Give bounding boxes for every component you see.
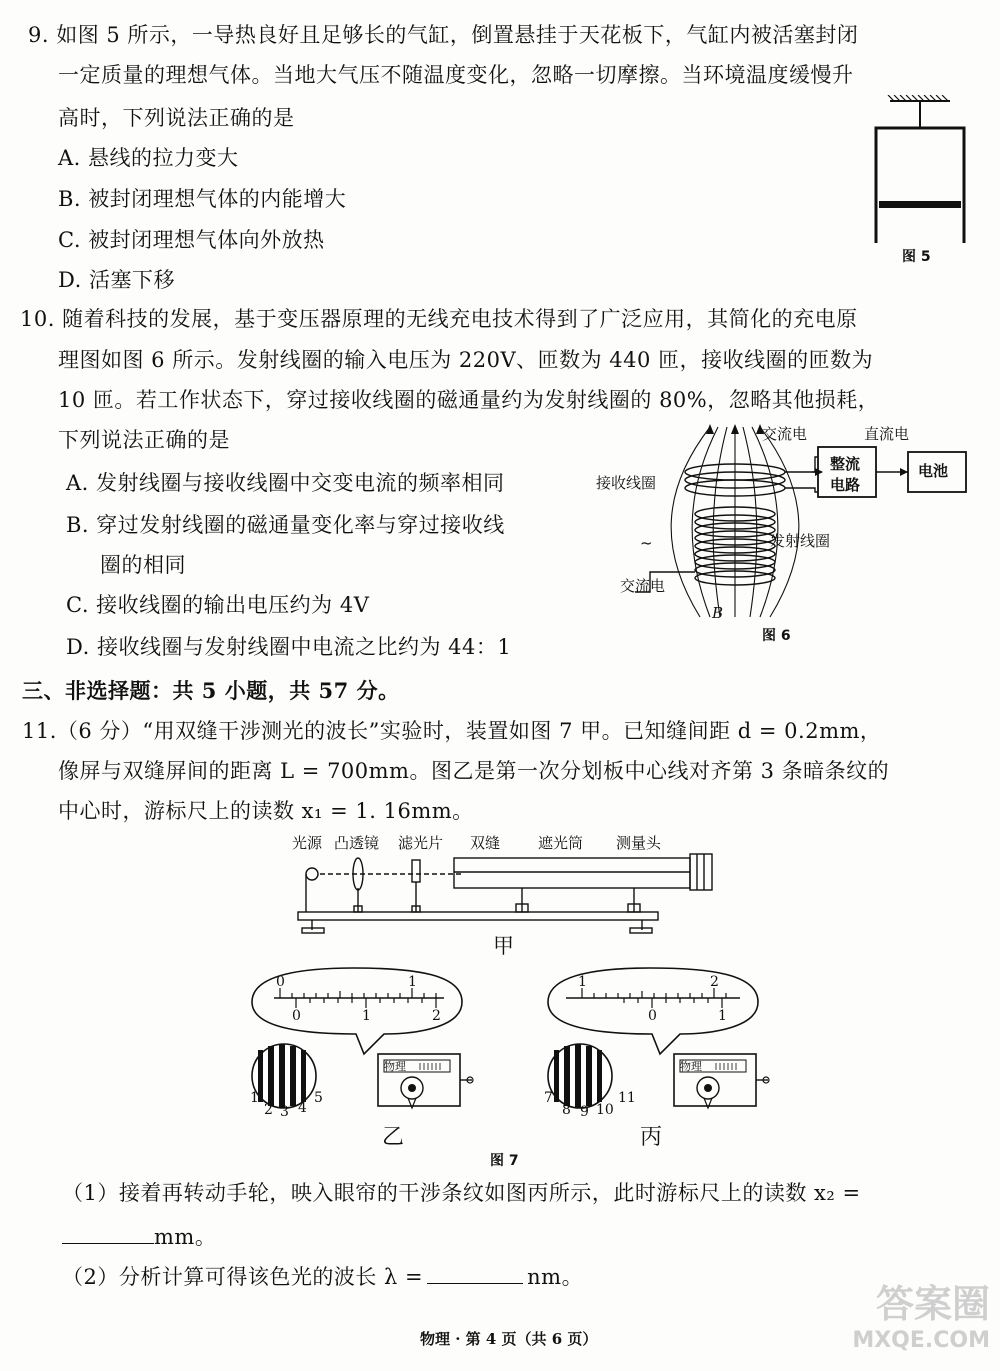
q10-option-b: B. 穿过发射线圈的磁通量变化率与穿过接收线 (66, 513, 505, 537)
q11-line1: 11.（6 分）“用双缝干涉测光的波长”实验时，装置如图 7 甲。已知缝间距 d = 0.2mm， (22, 719, 882, 743)
label-light-source: 光源 (292, 834, 323, 852)
answer-blank-lambda[interactable] (427, 1263, 523, 1284)
q11-sub2-text: （2）分析计算可得该色光的波长 λ = (62, 1265, 424, 1289)
q10-option-a: A. 发射线圈与接收线圈中交变电流的频率相同 (66, 471, 505, 495)
q11-sub1-text: （1）接着再转动手轮，映入眼帘的干涉条纹如图丙所示，此时游标尺上的读数 x₂ = (62, 1181, 861, 1205)
fig6-label-ac-top: 交流电 (762, 425, 808, 443)
yi-instrument-label: 物理 (384, 1060, 406, 1073)
yi-vernier-1: 1 (362, 1008, 371, 1024)
watermark-top: 答案圈 (875, 1282, 990, 1326)
bing-fringe-9: 9 (580, 1104, 589, 1120)
yi-vernier-2: 2 (432, 1008, 441, 1024)
yi-fringe-5: 5 (314, 1090, 323, 1106)
page-footer: 物理 · 第 4 页（共 6 页） (420, 1330, 598, 1348)
watermark (820, 1273, 990, 1363)
yi-fringe-1: 1 (250, 1090, 259, 1106)
bing-vernier-1: 1 (718, 1008, 727, 1024)
yi-vernier-0: 0 (292, 1008, 301, 1024)
bing-fringe-11: 11 (618, 1090, 636, 1106)
yi-fringe-2: 2 (264, 1102, 273, 1118)
q10-line4: 下列说法正确的是 (58, 428, 230, 452)
watermark-bottom: MXQE.COM (852, 1328, 990, 1353)
fig6-label-tilde: ~ (640, 534, 653, 552)
bing-fringe-numbers (544, 1090, 636, 1124)
figure-7-yi-label: 乙 (382, 1125, 405, 1150)
apparatus-labels (290, 832, 730, 852)
q10-option-d: D. 接收线圈与发射线圈中电流之比约为 44：1 (66, 635, 512, 659)
label-double-slit: 双缝 (470, 834, 501, 852)
yi-fringe-numbers (250, 1090, 330, 1124)
bing-main-scale-1: 1 (578, 974, 587, 990)
q11-line2: 像屏与双缝屏间的距离 L = 700mm。图乙是第一次分划板中心线对齐第 3 条暗条纹的 (58, 759, 890, 783)
figure-7-jia-label: 甲 (493, 934, 514, 958)
bing-fringe-7: 7 (544, 1090, 553, 1106)
label-light-tube: 遮光筒 (538, 834, 584, 852)
q11-sub2-row (62, 1262, 583, 1292)
bing-fringe-10: 10 (596, 1102, 614, 1118)
q10-line2: 理图如图 6 所示。发射线圈的输入电压为 220V、匝数为 440 匝，接收线圈的匝数为 (58, 348, 874, 372)
figure-7-apparatus (292, 852, 722, 937)
q10-line1: 10. 随着科技的发展，基于变压器原理的无线充电技术得到了广泛应用，其简化的充电原 (20, 307, 858, 331)
yi-fringe-4: 4 (298, 1100, 307, 1116)
bing-instrument-label: 物理 (680, 1060, 702, 1073)
answer-blank-x2[interactable] (62, 1223, 154, 1244)
q9-option-d: D. 活塞下移 (58, 268, 175, 292)
figure-5-caption: 图 5 (902, 249, 931, 265)
figure-7-bing-label: 丙 (640, 1125, 663, 1150)
bing-vernier-0: 0 (648, 1008, 657, 1024)
fig6-label-rectifier-1: 整流 (830, 455, 861, 473)
q10-option-c: C. 接收线圈的输出电压约为 4V (66, 593, 370, 617)
label-measuring-head: 测量头 (616, 834, 662, 852)
unit-mm-1: mm。 (154, 1225, 217, 1249)
q9-option-a: A. 悬线的拉力变大 (58, 146, 239, 170)
fig6-label-rectifier-2: 电路 (830, 476, 861, 494)
label-lens: 凸透镜 (334, 834, 380, 852)
fig6-label-battery: 电池 (918, 462, 949, 480)
figure-5-cylinder (868, 95, 978, 255)
q9-line2: 一定质量的理想气体。当地大气压不随温度变化，忽略一切摩擦。当环境温度缓慢升 (58, 63, 854, 87)
yi-main-scale-1: 1 (408, 974, 417, 990)
bing-main-scale-2: 2 (710, 974, 719, 990)
fig6-label-transmit-coil: 发射线圈 (770, 532, 831, 550)
section-3-heading: 三、非选择题：共 5 小题，共 57 分。 (22, 678, 400, 703)
figure-6-caption: 图 6 (762, 628, 791, 644)
q11-sub1-answer-row (62, 1222, 216, 1252)
yi-main-scale-0: 0 (276, 974, 285, 990)
q10-line3: 10 匝。若工作状态下，穿过接收线圈的磁通量约为发射线圈的 80%，忽略其他损耗， (58, 388, 880, 412)
q9-option-c: C. 被封闭理想气体向外放热 (58, 228, 325, 252)
q11-line3: 中心时，游标尺上的读数 x₁ = 1. 16mm。 (58, 799, 474, 823)
fig6-label-ac-bottom: 交流电 (620, 577, 666, 595)
fig6-label-receive-coil: 接收线圈 (596, 474, 657, 492)
fig6-label-dc-top: 直流电 (864, 425, 910, 443)
figure-7-caption: 图 7 (490, 1153, 519, 1169)
bing-fringe-8: 8 (562, 1102, 571, 1118)
q9-line3: 高时，下列说法正确的是 (58, 106, 295, 130)
yi-fringe-3: 3 (280, 1104, 289, 1120)
unit-nm: nm。 (527, 1265, 584, 1289)
label-filter: 滤光片 (398, 834, 444, 852)
q10-option-b-cont: 圈的相同 (100, 553, 186, 577)
q9-line1: 9. 如图 5 所示，一导热良好且足够长的气缸，倒置悬挂于天花板下，气缸内被活塞封闭 (28, 23, 859, 47)
fig6-label-b: B (712, 604, 724, 622)
q9-option-b: B. 被封闭理想气体的内能增大 (58, 187, 347, 211)
